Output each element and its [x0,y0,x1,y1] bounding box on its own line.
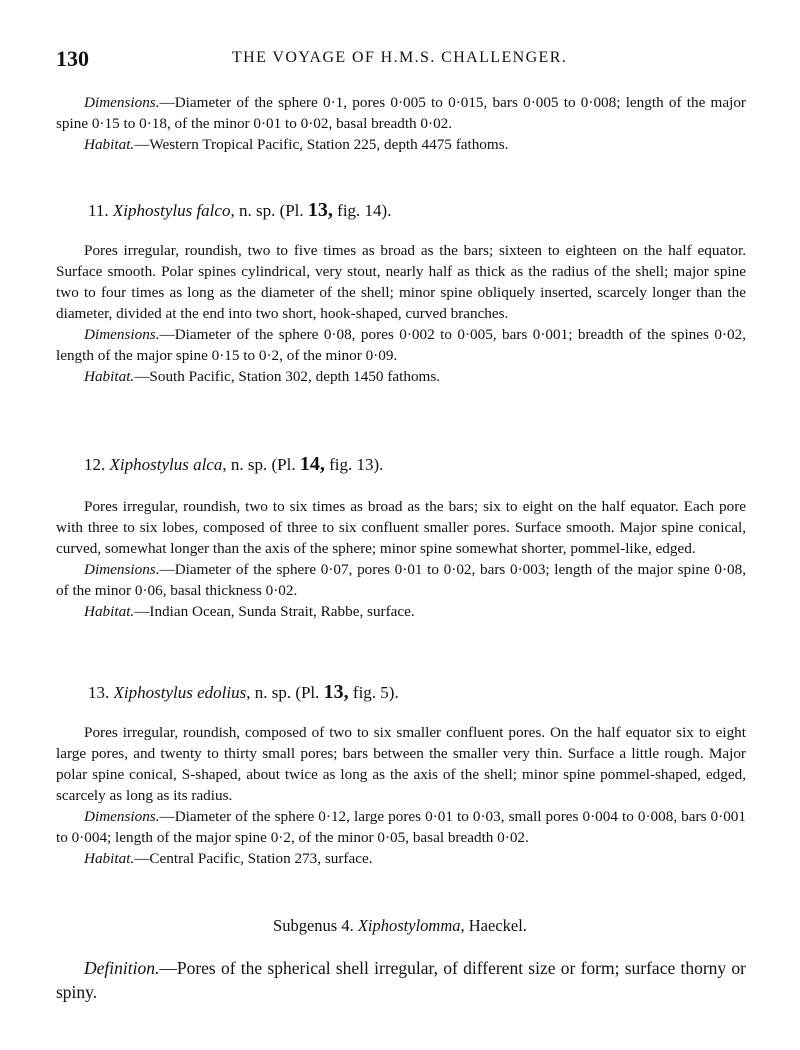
page-number: 130 [56,46,89,71]
species-name: Xiphostylus edolius [113,683,247,702]
dimensions-label: Dimensions. [84,94,160,111]
species-number: 13. [88,683,110,702]
dimensions-text: —Diameter of the sphere 0·07, pores 0·01 to 0·02, bars 0·003; length of the major spine 0·08, of the minor 0·06, basal thickness 0·02. [56,561,746,599]
dimensions-label: Dimensions. [84,326,160,343]
species-heading [56,680,746,705]
subgenus-name: Xiphostylomma [357,916,461,935]
species-nsp: , n. sp. (Pl. [222,455,296,474]
figure-ref: fig. 13). [329,455,384,474]
habitat-paragraph [56,366,746,387]
dimensions-paragraph [56,559,746,601]
dimensions-text: —Diameter of the sphere 0·12, large pores 0·01 to 0·03, small pores 0·004 to 0·008, bars 0·001 to 0·004; length of the major spine 0·2, of the minor 0·05, basal breadth 0·02. [56,808,746,846]
description-paragraph: Pores irregular, roundish, two to five times as broad as the bars; sixteen to eighteen on the half equator. Surface smooth. Polar spines cylindrical, very stout, nearly half as thick as the radius of the shell; major spine two to four times as long as the diameter of the shell; minor spine obliquely inserted, scarcely longer than the diameter, divided at the end into two short, hook-shaped, curved branches. [56,242,746,322]
habitat-paragraph [56,134,746,155]
plate-number: 14, [299,453,325,475]
definition-block [56,956,746,1004]
species-heading [56,198,746,223]
figure-ref: fig. 5). [352,683,399,702]
habitat-paragraph [56,601,746,622]
habitat-text: —Western Tropical Pacific, Station 225, depth 4475 fathoms. [134,136,509,153]
dimensions-paragraph [56,806,746,848]
subgenus-author: , Haeckel. [460,916,527,935]
description-paragraph: Pores irregular, roundish, composed of two to six smaller confluent pores. On the half equator six to eight large pores, and twenty to thirty small pores; bars between the smaller very thin. Surface a little rough. Major polar spine conical, S-shaped, about twice as long as the axis of the shell; minor spine pommel-shaped, edged, scarcely as long as its radius. [56,724,746,804]
subgenus-prefix: Subgenus 4. [273,916,354,935]
species-body [56,240,746,387]
species-number: 12. [84,455,106,474]
dimensions-label: Dimensions. [84,561,160,578]
species-nsp: , n. sp. (Pl. [246,683,320,702]
habitat-label: Habitat. [84,368,135,385]
habitat-paragraph [56,848,746,869]
description-paragraph: Pores irregular, roundish, two to six times as broad as the bars; six to eight on the half equator. Each pore with three to six lobes, composed of three to six confluent smaller pores. Surface smooth. Major spine conical, curved, somewhat longer than the axis of the sphere; minor spine somewhat shorter, pommel-like, edged. [56,498,746,557]
dimensions-paragraph [56,324,746,366]
habitat-label: Habitat. [84,603,135,620]
species-heading [56,452,746,477]
habitat-text: —Central Pacific, Station 273, surface. [134,850,373,867]
species-name: Xiphostylus alca [109,455,223,474]
plate-number: 13, [307,199,333,221]
dimensions-paragraph [56,92,746,134]
species-body [56,722,746,869]
figure-ref: fig. 14). [337,201,392,220]
subgenus-heading [0,916,800,936]
species-body [56,496,746,622]
habitat-label: Habitat. [84,850,135,867]
plate-number: 13, [323,681,349,703]
running-title: THE VOYAGE OF H.M.S. CHALLENGER. [232,49,568,66]
species-nsp: , n. sp. (Pl. [230,201,304,220]
running-header [56,46,768,74]
dimensions-label: Dimensions. [84,808,160,825]
previous-species-block [56,92,746,155]
habitat-text: —Indian Ocean, Sunda Strait, Rabbe, surface. [134,603,415,620]
dimensions-text: —Diameter of the sphere 0·08, pores 0·002 to 0·005, bars 0·001; breadth of the spines 0·02, length of the major spine 0·15 to 0·2, of the minor 0·09. [56,326,746,364]
species-name: Xiphostylus falco [112,201,231,220]
definition-label: Definition. [84,958,160,978]
species-number: 11. [88,201,109,220]
habitat-label: Habitat. [84,136,135,153]
habitat-text: —South Pacific, Station 302, depth 1450 fathoms. [134,368,441,385]
definition-text: —Pores of the spherical shell irregular, of different size or form; surface thorny or spiny. [56,958,746,1002]
dimensions-text: —Diameter of the sphere 0·1, pores 0·005 to 0·015, bars 0·005 to 0·008; length of the major spine 0·15 to 0·18, of the minor 0·01 to 0·02, basal breadth 0·02. [56,94,746,132]
definition-paragraph [56,956,746,1004]
